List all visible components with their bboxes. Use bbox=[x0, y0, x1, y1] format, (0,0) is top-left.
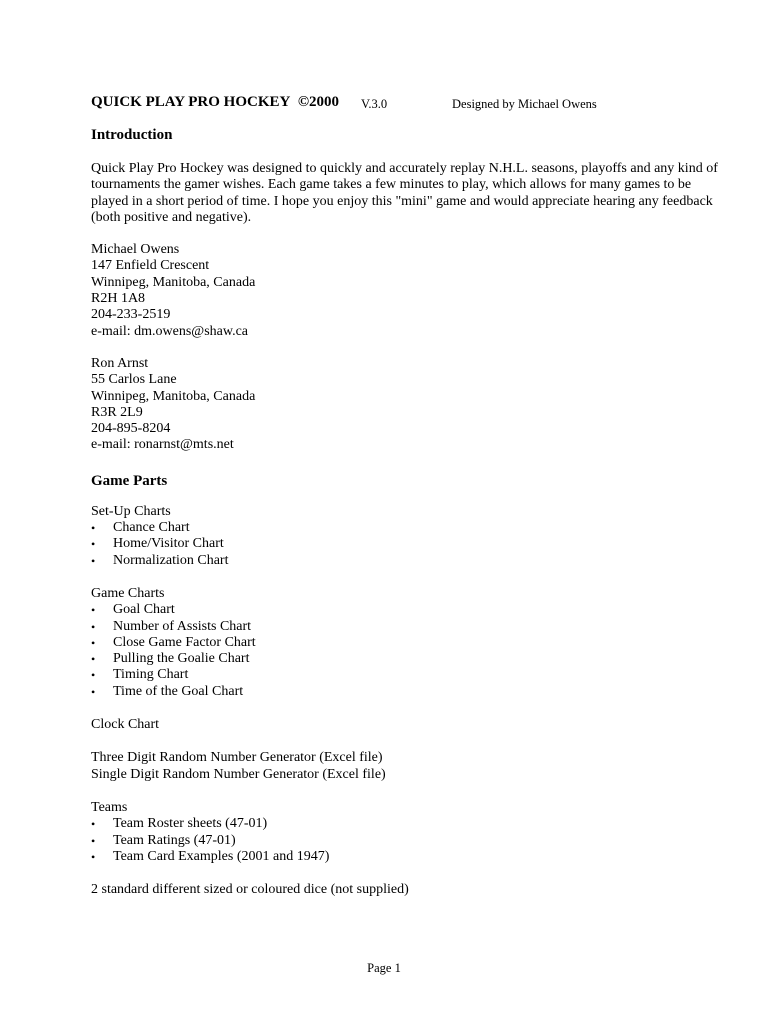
list-item-text: Goal Chart bbox=[113, 602, 175, 618]
introduction-heading: Introduction bbox=[91, 127, 173, 143]
list-item-text: Pulling the Goalie Chart bbox=[113, 651, 250, 667]
copyright-symbol: © bbox=[297, 94, 310, 110]
teams-label: Teams bbox=[91, 799, 128, 815]
list-item-text: Home/Visitor Chart bbox=[113, 536, 224, 552]
contact-postal-code: R2H 1A8 bbox=[91, 291, 146, 307]
title-line bbox=[91, 92, 731, 112]
list-item-text: Close Game Factor Chart bbox=[113, 634, 256, 650]
contact-block-michael bbox=[91, 242, 731, 340]
bullet-icon: • bbox=[91, 817, 96, 832]
contact-address: 55 Carlos Lane bbox=[91, 372, 177, 388]
contact-email: e-mail: ronarnst@mts.net bbox=[91, 437, 234, 453]
list-item bbox=[91, 816, 731, 832]
bullet-icon: • bbox=[91, 833, 96, 848]
bullet-icon: • bbox=[91, 635, 96, 650]
game-charts-label: Game Charts bbox=[91, 585, 165, 601]
dice-line: 2 standard different sized or coloured dice (not supplied) bbox=[91, 882, 409, 898]
bullet-icon: • bbox=[91, 537, 96, 552]
setup-charts-list bbox=[91, 520, 731, 569]
introduction-paragraph: Quick Play Pro Hockey was designed to quickly and accurately replay N.H.L. seasons, playoffs and any kind of tournaments the gamer wishes. Each game takes a few minutes to play, which allows for many games to be played in a short period of time. I hope you enjoy this "mini" game and would appreciate hearing any feedback (both positive and negative). bbox=[91, 161, 718, 225]
setup-charts-section bbox=[91, 504, 731, 569]
list-item bbox=[91, 635, 731, 651]
generator-single-digit: Single Digit Random Number Generator (Excel file) bbox=[91, 766, 386, 782]
list-item bbox=[91, 520, 731, 536]
copyright-year: 2000 bbox=[309, 94, 340, 110]
list-item-text: Team Card Examples (2001 and 1947) bbox=[113, 848, 330, 864]
teams-list bbox=[91, 816, 731, 865]
document-title bbox=[91, 94, 339, 110]
list-item-text: Time of the Goal Chart bbox=[113, 683, 244, 699]
list-item bbox=[91, 602, 731, 618]
game-charts-section bbox=[91, 586, 731, 700]
bullet-icon: • bbox=[91, 619, 96, 634]
document-page bbox=[91, 92, 731, 898]
contact-phone: 204-233-2519 bbox=[91, 307, 171, 323]
contact-phone: 204-895-8204 bbox=[91, 421, 171, 437]
contact-block-ron bbox=[91, 356, 731, 454]
list-item-text: Team Ratings (47-01) bbox=[113, 832, 236, 848]
list-item bbox=[91, 651, 731, 667]
clock-chart-line: Clock Chart bbox=[91, 717, 160, 733]
list-item bbox=[91, 667, 731, 683]
list-item bbox=[91, 536, 731, 552]
generator-three-digit: Three Digit Random Number Generator (Excel file) bbox=[91, 750, 383, 766]
designer-credit: Designed by Michael Owens bbox=[452, 97, 597, 111]
list-item bbox=[91, 684, 731, 700]
contact-address: 147 Enfield Crescent bbox=[91, 258, 210, 274]
list-item-text: Chance Chart bbox=[113, 520, 190, 536]
title-text: QUICK PLAY PRO HOCKEY bbox=[91, 94, 291, 110]
contact-city: Winnipeg, Manitoba, Canada bbox=[91, 388, 256, 404]
bullet-icon: • bbox=[91, 521, 96, 536]
list-item bbox=[91, 833, 731, 849]
list-item bbox=[91, 619, 731, 635]
version-label: V.3.0 bbox=[361, 97, 388, 111]
setup-charts-label: Set-Up Charts bbox=[91, 503, 171, 519]
bullet-icon: • bbox=[91, 668, 96, 683]
contact-name: Ron Arnst bbox=[91, 355, 149, 371]
list-item bbox=[91, 553, 731, 569]
contact-postal-code: R3R 2L9 bbox=[91, 404, 143, 420]
game-charts-list bbox=[91, 602, 731, 700]
bullet-icon: • bbox=[91, 553, 96, 568]
list-item bbox=[91, 849, 731, 865]
list-item-text: Normalization Chart bbox=[113, 552, 229, 568]
page-number: Page 1 bbox=[367, 961, 401, 975]
bullet-icon: • bbox=[91, 849, 96, 864]
game-parts-heading: Game Parts bbox=[91, 472, 168, 489]
random-generators-section bbox=[91, 750, 731, 783]
contact-city: Winnipeg, Manitoba, Canada bbox=[91, 274, 256, 290]
contact-name: Michael Owens bbox=[91, 242, 180, 258]
list-item-text: Number of Assists Chart bbox=[113, 618, 252, 634]
list-item-text: Timing Chart bbox=[113, 667, 189, 683]
list-item-text: Team Roster sheets (47-01) bbox=[113, 816, 268, 832]
bullet-icon: • bbox=[91, 603, 96, 618]
teams-section bbox=[91, 800, 731, 865]
bullet-icon: • bbox=[91, 684, 96, 699]
bullet-icon: • bbox=[91, 652, 96, 667]
contact-email: e-mail: dm.owens@shaw.ca bbox=[91, 323, 248, 339]
